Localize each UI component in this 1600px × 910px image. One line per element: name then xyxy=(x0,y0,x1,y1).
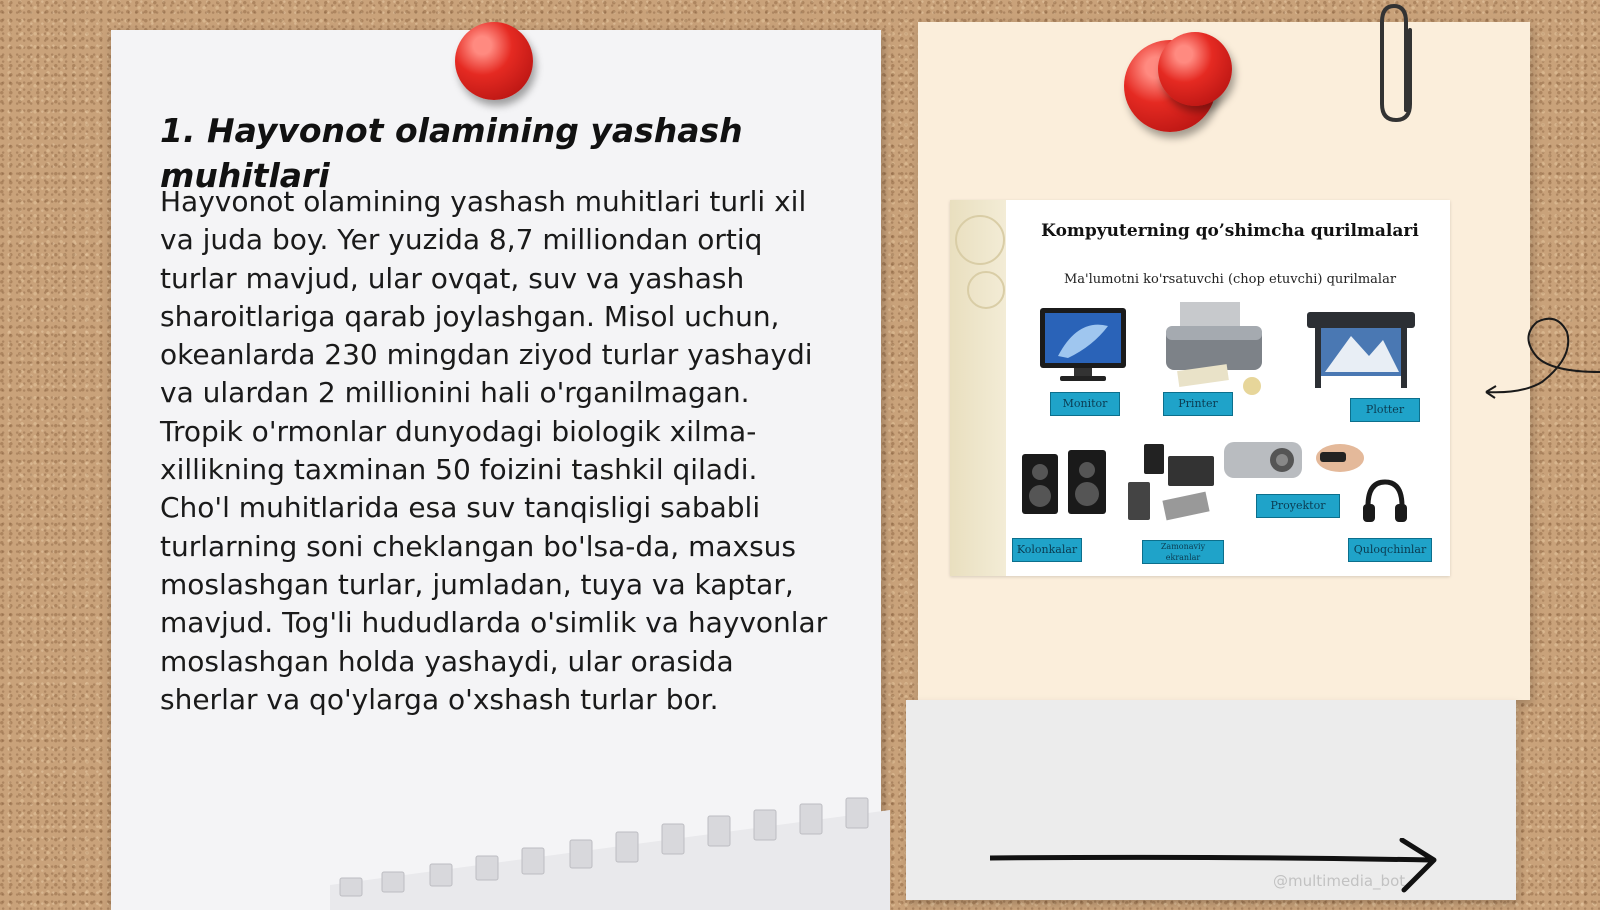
tablet-displays-icon xyxy=(1128,442,1220,526)
left-note-paper xyxy=(111,30,881,910)
monitor-icon xyxy=(1038,306,1128,384)
label-printer: Printer xyxy=(1163,392,1233,416)
remote-hand-icon xyxy=(1310,438,1366,478)
image-sidebar-decoration xyxy=(950,200,1006,576)
torn-paper-edge xyxy=(330,790,890,910)
label-speakers: Kolonkalar xyxy=(1012,538,1082,562)
doodle-loop-decoration xyxy=(1482,312,1600,412)
watermark-text: @multimedia_bot xyxy=(1273,872,1406,890)
image-subtitle: Ma'lumotni ko'rsatuvchi (chop etuvchi) qurilmalar xyxy=(1063,272,1397,287)
label-plotter: Plotter xyxy=(1350,398,1420,422)
paperclip-icon xyxy=(1376,0,1422,126)
speakers-icon xyxy=(1020,450,1108,516)
plotter-icon xyxy=(1305,310,1417,390)
slide-heading: 1. Hayvonot olamining yashash muhitlari xyxy=(160,111,743,195)
red-pin-left xyxy=(455,22,533,100)
computer-peripherals-image xyxy=(950,200,1450,576)
label-headphones: Quloqchinlar xyxy=(1348,538,1432,562)
printer-icon xyxy=(1160,298,1270,398)
label-modern-displays: Zamonaviy ekranlar xyxy=(1142,540,1224,564)
label-monitor: Monitor xyxy=(1050,392,1120,416)
red-pin-right-front xyxy=(1158,32,1232,106)
label-projector: Proyektor xyxy=(1256,494,1340,518)
slide-body-text: Hayvonot olamining yashash muhitlari turli xil va juda boy. Yer yuzida 8,7 milliondan ortiq turlar mavjud, ular ovqat, suv va yashash sharoitlariga qarab joylashgan. Misol uchun, okeanlarda 230 mingdan ziyod turlar yashaydi va ulardan 2 millionini hali o'rganilmagan. Tropik o'rmonlar dunyodagi biologik xilma-xillikning taxminan 50 foizini tashkil qiladi. Cho'l muhitlarida esa suv tanqisligi sababli turlarning soni cheklangan bo'lsa-da, maxsus moslashgan turlar, jumladan, tuya va kaptar, mavjud. Tog'li hududlarda o'simlik va hayvonlar moslashgan holda yashaydi, ular orasida sherlar va qo'ylarga o'xshash turlar bor. xyxy=(160,185,828,716)
projector-icon xyxy=(1222,432,1306,486)
image-title: Kompyuterning qo’shimcha qurilmalari xyxy=(1041,221,1419,241)
headphones-icon xyxy=(1360,476,1410,526)
